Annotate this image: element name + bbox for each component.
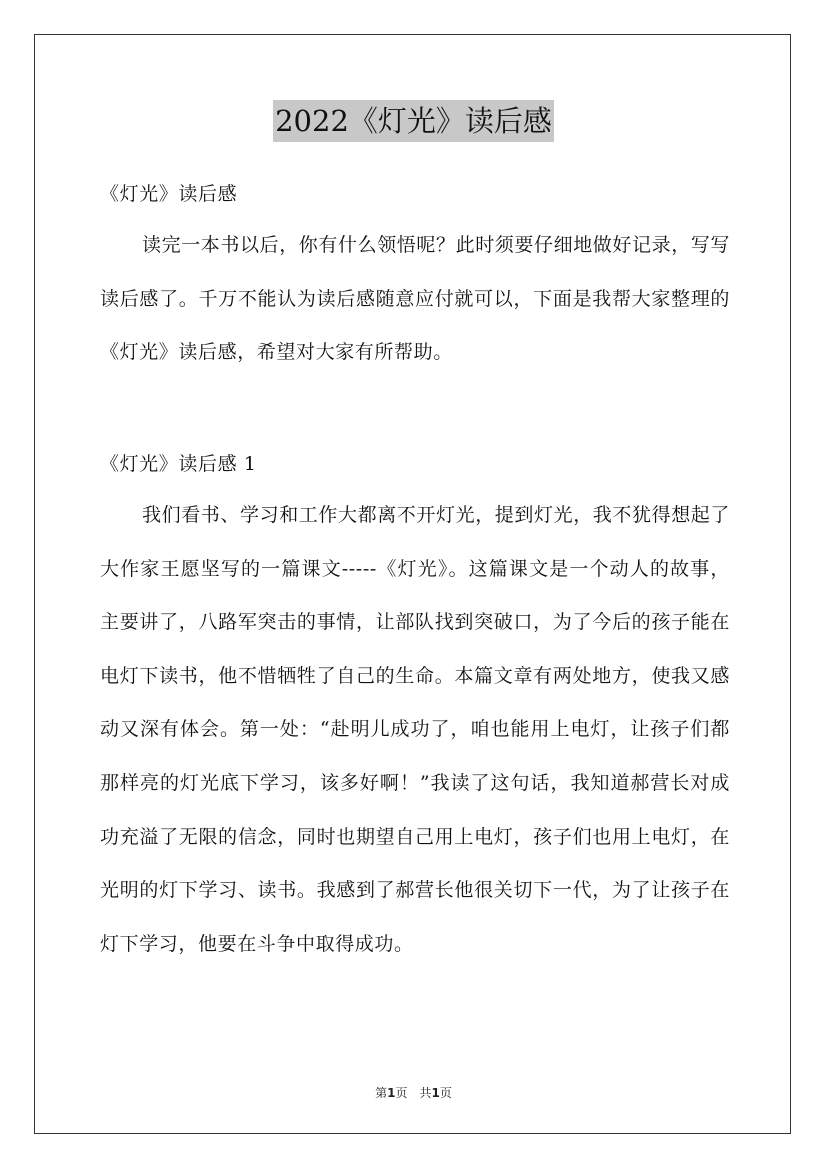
document-title: 2022《灯光》读后感: [273, 100, 554, 142]
footer-total-pages: 1: [431, 1086, 440, 1100]
section1-paragraph: 我们看书、学习和工作大都离不开灯光，提到灯光，我不犹得想起了大作家王愿坚写的一篇课文-----《灯光》。这篇课文是一个动人的故事，主要讲了，八路军突击的事情，让部队找到突破口，为了今后的孩子能在电灯下读书，他不惜牺牲了自己的生命。本篇文章有两处地方，使我又感动又深有体会。第一处：“赴明儿成功了，咱也能用上电灯，让孩子们都那样亮的灯光底下学习，该多好啊！”我读了这句话，我知道郝营长对成功充溢了无限的信念，同时也期望自己用上电灯，孩子们也用上电灯，在光明的灯下学习、读书。我感到了郝营长他很关切下一代，为了让孩子在灯下学习，他要在斗争中取得成功。: [100, 504, 731, 955]
footer-suffix: 页: [439, 1086, 452, 1100]
intro-paragraph: 读完一本书以后，你有什么领悟呢？此时须要仔细地做好记录，写写读后感了。千万不能认为读后感随意应付就可以，下面是我帮大家整理的《灯光》读后感，希望对大家有所帮助。: [100, 234, 731, 364]
section1-heading: 《灯光》读后感 1: [100, 453, 257, 475]
footer-mid: 页 共: [395, 1086, 432, 1100]
intro-heading: 《灯光》读后感: [100, 183, 238, 205]
section1-paragraph-container: [100, 489, 730, 971]
title-container: [0, 100, 827, 142]
footer-prefix: 第: [375, 1086, 388, 1100]
footer-current-page: 1: [387, 1086, 396, 1100]
page-footer: [0, 1084, 827, 1101]
intro-paragraph-container: [100, 219, 730, 380]
